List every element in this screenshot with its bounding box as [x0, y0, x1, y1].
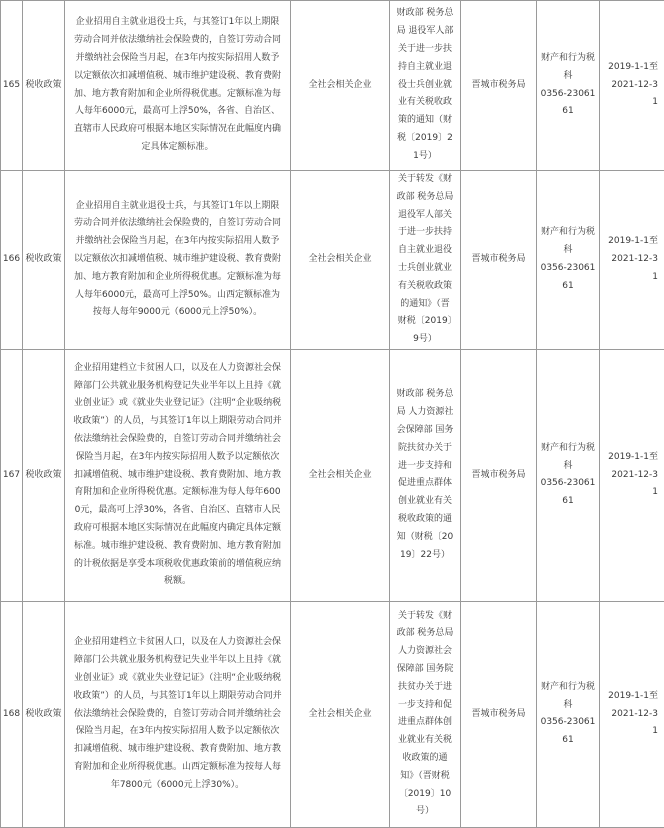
period-start: 2019-1-1至: [606, 688, 658, 706]
policy-document: 关于转发《财政部 税务总局 退役军人部关于进一步扶持自主就业退役士兵创业就业有关税收政策的通知》（晋财税〔2019〕9号）: [390, 171, 461, 350]
validity-period: [600, 1, 664, 171]
contact-info: [537, 1, 600, 171]
row-number: 168: [1, 601, 23, 827]
policy-type: 税收政策: [23, 171, 65, 350]
applicable-scope: 全社会相关企业: [291, 1, 390, 171]
period-end: 2021-12-31: [606, 77, 658, 113]
responsible-department: 晋城市税务局: [461, 1, 537, 171]
responsible-department: 晋城市税务局: [461, 601, 537, 827]
validity-period: [600, 171, 664, 350]
validity-period: [600, 601, 664, 827]
validity-period: [600, 349, 664, 601]
table-row: [1, 1, 664, 171]
policy-type: 税收政策: [23, 349, 65, 601]
responsible-department: 晋城市税务局: [461, 349, 537, 601]
period-start: 2019-1-1至: [606, 59, 658, 77]
period-start: 2019-1-1至: [606, 449, 658, 467]
policy-document: 关于转发《财政部 税务总局 人力资源社会保障部 国务院扶贫办关于进一步支持和促进重点群体创业就业有关税收政策的通知》（晋财税〔2019〕10号）: [390, 601, 461, 827]
period-start: 2019-1-1至: [606, 233, 658, 251]
policy-content: 企业招用建档立卡贫困人口，以及在人力资源社会保障部门公共就业服务机构登记失业半年以上且持《就业创业证》或《就业失业登记证》（注明“企业吸纳税收政策”）的人员，与其签订1年以上期限劳动合同并依法缴纳社会保险费的，自签订劳动合同并缴纳社会保险当月起，在3年内按实际招用人数予以定额依次扣减增值税、城市维护建设税、教育费附加、地方教育附加和企业所得税优惠。山西定额标准为按每人每年7800元（6000元上浮30%）。: [65, 601, 291, 827]
contact-info: [537, 171, 600, 350]
table-row: [1, 601, 664, 827]
policy-type: 税收政策: [23, 601, 65, 827]
contact-info: [537, 601, 600, 827]
period-end: 2021-12-31: [606, 706, 658, 742]
contact-phone: 0356-2306161: [540, 86, 596, 122]
responsible-department: 晋城市税务局: [461, 171, 537, 350]
contact-name: 财产和行为税科: [540, 440, 596, 476]
contact-name: 财产和行为税科: [540, 679, 596, 715]
contact-name: 财产和行为税科: [540, 224, 596, 260]
row-number: 165: [1, 1, 23, 171]
applicable-scope: 全社会相关企业: [291, 349, 390, 601]
applicable-scope: 全社会相关企业: [291, 171, 390, 350]
period-end: 2021-12-31: [606, 251, 658, 287]
contact-name: 财产和行为税科: [540, 50, 596, 86]
applicable-scope: 全社会相关企业: [291, 601, 390, 827]
contact-info: [537, 349, 600, 601]
policy-content: 企业招用自主就业退役士兵，与其签订1年以上期限劳动合同并依法缴纳社会保险费的，自签订劳动合同并缴纳社会保险当月起，在3年内按实际招用人数予以定额依次扣减增值税、城市维护建设税、教育费附加、地方教育附加和企业所得税优惠。定额标准为每人每年6000元，最高可上浮50%。山西定额标准为按每人每年9000元（6000元上浮50%）。: [65, 171, 291, 350]
contact-phone: 0356-2306161: [540, 714, 596, 750]
period-end: 2021-12-31: [606, 467, 658, 503]
policy-type: 税收政策: [23, 1, 65, 171]
contact-phone: 0356-2306161: [540, 475, 596, 511]
policy-content: 企业招用建档立卡贫困人口，以及在人力资源社会保障部门公共就业服务机构登记失业半年以上且持《就业创业证》或《就业失业登记证》（注明“企业吸纳税收政策”）的人员，与其签订1年以上期限劳动合同并依法缴纳社会保险费的，自签订劳动合同并缴纳社会保险当月起，在3年内按实际招用人数予以定额依次扣减增值税、城市维护建设税、教育费附加、地方教育附加和企业所得税优惠。定额标准为每人每年6000元，最高可上浮30%，各省、自治区、直辖市人民政府可根据本地区实际情况在此幅度内确定具体定额标准。城市维护建设税、教育费附加、地方教育附加的计税依据是享受本项税收优惠政策前的增值税应纳税额。: [65, 349, 291, 601]
policy-document: 财政部 税务总局 人力资源社会保障部 国务院扶贫办关于进一步支持和促进重点群体创业就业有关税收政策的通知（财税〔2019〕22号）: [390, 349, 461, 601]
row-number: 167: [1, 349, 23, 601]
policy-document: 财政部 税务总局 退役军人部关于进一步扶持自主就业退役士兵创业就业有关税收政策的通知（财税〔2019〕21号）: [390, 1, 461, 171]
table-row: [1, 349, 664, 601]
policy-content: 企业招用自主就业退役士兵，与其签订1年以上期限劳动合同并依法缴纳社会保险费的，自签订劳动合同并缴纳社会保险当月起，在3年内按实际招用人数予以定额依次扣减增值税、城市维护建设税、教育费附加、地方教育附加和企业所得税优惠。定额标准为每人每年6000元，最高可上浮50%，各省、自治区、直辖市人民政府可根据本地区实际情况在此幅度内确定具体定额标准。: [65, 1, 291, 171]
contact-phone: 0356-2306161: [540, 260, 596, 296]
table-row: [1, 171, 664, 350]
row-number: 166: [1, 171, 23, 350]
